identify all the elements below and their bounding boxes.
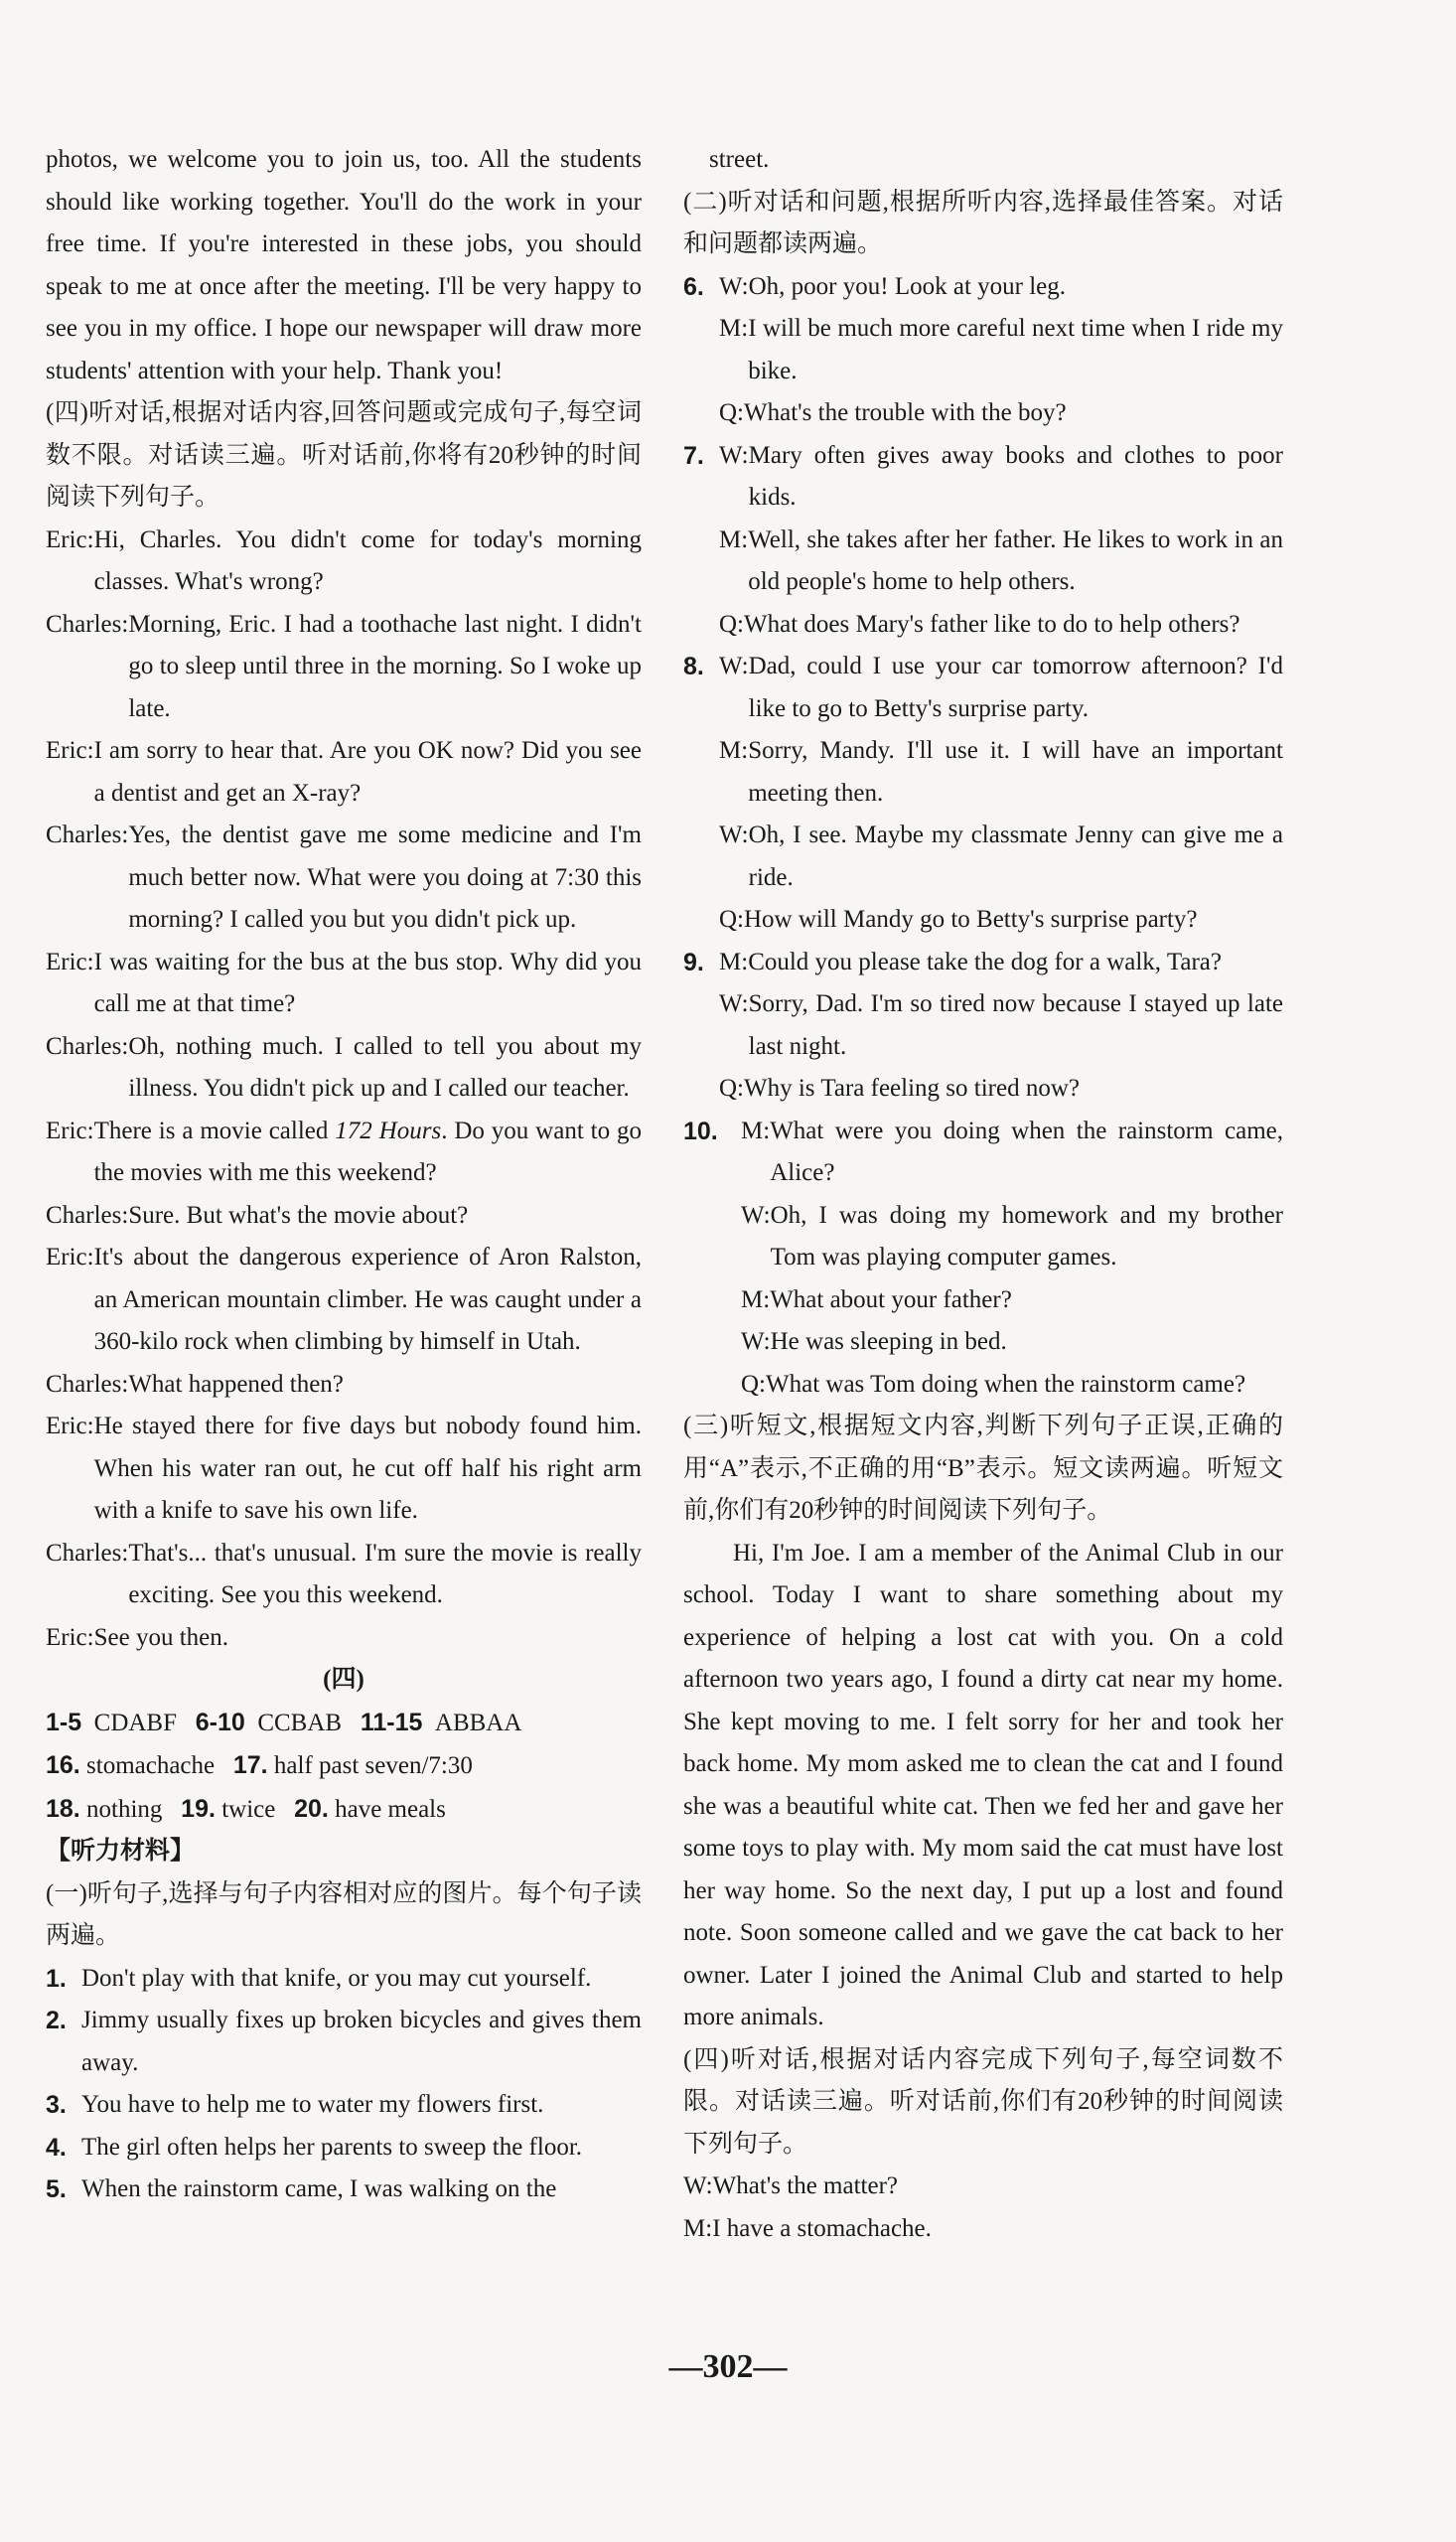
section4-instruction-right: (四)听对话,根据对话内容完成下列句子,每空词数不限。对话读三遍。听对话前,你们有20秒钟的时间阅读下列句子。: [683, 2045, 1283, 2158]
question-10: 10. M: What were you doing when the rainstorm came, Alice? W: Oh, I was doing my homework and my brother Tom was playing computer games. M: What about your father? W: He was sleeping in bed. Q: What was Tom doing when the rainstorm came?: [683, 1117, 1283, 1398]
left-column: [46, 139, 642, 2211]
dialogue-line: Charles: That's... that's unusual. I'm sure the movie is really exciting. See you this weekend.: [46, 1539, 642, 1608]
question-8: 8. W: Dad, could I use your car tomorrow afternoon? I'd like to go to Betty's surprise party. M: Sorry, Mandy. I'll use it. I will have an important meeting then. W: Oh, I see. Maybe my classmate Jenny can give me a ride. Q: How will Mandy go to Betty's surprise party?: [683, 653, 1283, 933]
continued-text: street.: [709, 146, 770, 173]
dialogue-line: Charles: Sure. But what's the movie about?: [46, 1201, 469, 1229]
page-number: —302—: [668, 2348, 788, 2385]
right-column: [683, 139, 1283, 2250]
section1-instruction: (一)听句子,选择与句子内容相对应的图片。每个句子读两遍。: [46, 1879, 642, 1949]
dialogue-line: Eric: I was waiting for the bus at the bus stop. Why did you call me at that time?: [46, 948, 642, 1017]
intro-paragraph: photos, we welcome you to join us, too. All the students should like working together. You'll do the work in your free time. If you're interested in these jobs, you should speak to me at once after the meeting. I'll be very happy to see you in my office. I hope our newspaper will draw more students' attention with your help. Thank you!: [46, 146, 642, 384]
dialogue-line: Eric: There is a movie called 172 Hours. Do you want to go the movies with me this weekend?: [46, 1117, 642, 1186]
section3-instruction: (三)听短文,根据短文内容,判断下列句子正误,正确的用“A”表示,不正确的用“B”表示。短文读两遍。听短文前,你们有20秒钟的时间阅读下列句子。: [683, 1413, 1283, 1524]
sentence-item: 4. The girl often helps her parents to sweep the floor.: [46, 2133, 583, 2162]
movie-title: 172 Hours: [335, 1117, 442, 1144]
answer-key-row-3: 18. nothing 19. twice 20. have meals: [46, 1794, 446, 1823]
dialogue-line: Eric: Hi, Charles. You didn't come for today's morning classes. What's wrong?: [46, 525, 642, 595]
dialogue-line: M: I have a stomachache.: [683, 2214, 932, 2242]
question-9: 9. M: Could you please take the dog for a walk, Tara? W: Sorry, Dad. I'm so tired now because I stayed up late last night. Q: Why is Tara feeling so tired now?: [683, 948, 1283, 1102]
dialogue-line: Charles: Yes, the dentist gave me some medicine and I'm much better now. What were you doing at 7:30 this morning? I called you but you didn't pick up.: [46, 822, 642, 933]
section2-instruction: (二)听对话和问题,根据所听内容,选择最佳答案。对话和问题都读两遍。: [683, 188, 1283, 257]
dialogue-line: Charles: Morning, Eric. I had a toothache last night. I didn't go to sleep until three in the morning. So I woke up late.: [46, 610, 642, 722]
sentence-item: 5. When the rainstorm came, I was walking on the: [46, 2175, 557, 2203]
passage: Hi, I'm Joe. I am a member of the Animal Club in our school. Today I want to share something about my experience of helping a lost cat with you. On a cold afternoon two years ago, I found a dirty cat near my home. She kept moving to me. I felt sorry for her and took her back home. My mom asked me to clean the cat and I found she was a beautiful white cat. Then we fed her and gave her some toys to play with. My mom said the cat must have lost her way home. So the next day, I put up a lost and found note. Soon someone called and we gave the cat back to her owner. Later I joined the Animal Club and started to help more animals.: [683, 1539, 1283, 2030]
answer-key-row-1: 1-5 CDABF 6-10 CCBAB 11-15 ABBAA: [46, 1708, 522, 1736]
section4-instruction: (四)听对话,根据对话内容,回答问题或完成句子,每空词数不限。对话读三遍。听对话前,你将有20秒钟的时间阅读下列句子。: [46, 399, 642, 511]
dialogue-line: Charles: What happened then?: [46, 1370, 344, 1398]
dialogue-line: Eric: See you then.: [46, 1623, 228, 1651]
answer-key-row-2: 16. stomachache 17. half past seven/7:30: [46, 1751, 473, 1779]
dialogue-line: Eric: I am sorry to hear that. Are you OK now? Did you see a dentist and get an X-ray?: [46, 737, 642, 807]
listening-material-label: 【听力材料】: [46, 1838, 196, 1865]
sentence-item: 3. You have to help me to water my flowers first.: [46, 2091, 544, 2119]
section-heading-four: (四): [323, 1666, 364, 1693]
question-6: 6. W: Oh, poor you! Look at your leg. M: I will be much more careful next time when I ride my bike. Q: What's the trouble with the boy?: [683, 272, 1283, 426]
dialogue-line: Eric: He stayed there for five days but nobody found him. When his water ran out, he cut off half his right arm with a knife to save his own life.: [46, 1413, 642, 1524]
question-7: 7. W: Mary often gives away books and clothes to poor kids. M: Well, she takes after her father. He likes to work in an old people's home to help others. Q: What does Mary's father like to do to help others?: [683, 441, 1283, 638]
dialogue-line: Eric: It's about the dangerous experience of Aron Ralston, an American mountain climber. He was caught under a 360-kilo rock when climbing by himself in Utah.: [46, 1244, 642, 1355]
dialogue-line: W: What's the matter?: [683, 2172, 898, 2199]
sentence-item: 2. Jimmy usually fixes up broken bicycles and gives them away.: [46, 2007, 642, 2076]
dialogue-line: Charles: Oh, nothing much. I called to tell you about my illness. You didn't pick up and I called our teacher.: [46, 1032, 642, 1102]
sentence-item: 1. Don't play with that knife, or you may cut yourself.: [46, 1964, 592, 1993]
dialogue: [46, 520, 642, 1660]
